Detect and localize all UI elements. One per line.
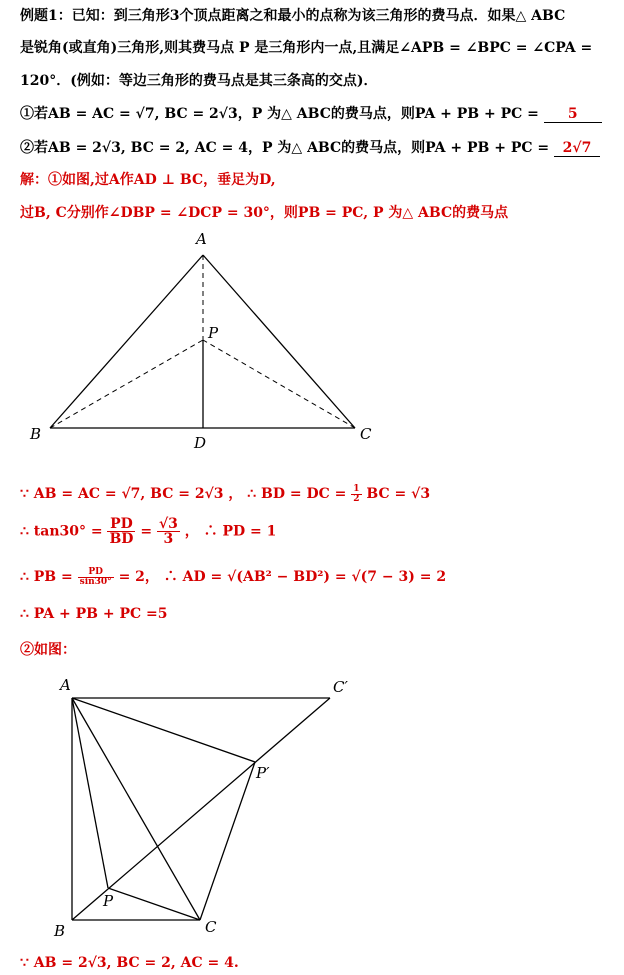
segment-bc-prime [72, 698, 330, 920]
segment-ap-prime [72, 698, 255, 762]
step-3-a: ∴ PB = [20, 569, 73, 585]
segment-bp [50, 340, 203, 428]
step-3 [20, 566, 446, 587]
step-1-b: BC = √3 [366, 486, 431, 502]
question-1-answer: 5 [544, 106, 602, 123]
step-4: ∴ PA + PB + PC =5 [20, 606, 168, 622]
segment-cp [203, 340, 355, 428]
label-b: B [54, 922, 66, 940]
step-2-frac2-num: √3 [158, 516, 178, 532]
label-p: P [103, 892, 114, 910]
step-3-fraction [78, 568, 114, 587]
final-line: ∵ AB = 2√3, BC = 2, AC = 4. [20, 955, 239, 971]
label-b: B [30, 425, 42, 443]
figure-2-triangle [0, 670, 624, 945]
step-1-frac-num: 1 [353, 483, 360, 494]
step-2-frac1-den: BD [109, 531, 134, 547]
question-1-text: ①若AB = AC = √7, BC = 2√3，P 为△ ABC的费马点，则PA + PB + PC = [20, 106, 539, 122]
label-p: P [208, 324, 219, 342]
step-2 [20, 517, 276, 546]
label-c: C [360, 425, 372, 443]
side-ab [50, 255, 203, 428]
step-3-b: = 2， ∴ AD = √(AB² − BD²) = √(7 − 3) = 2 [118, 569, 447, 585]
label-a: A [60, 676, 71, 694]
step-1-a: ∵ AB = AC = √7, BC = 2√3 ， ∴ BD = DC = [20, 486, 347, 502]
step-5: ②如图： [20, 642, 76, 658]
label-d: D [194, 434, 207, 452]
question-2-text: ②若AB = 2√3, BC = 2, AC = 4，P 为△ ABC的费马点，则PA + PB + PC = [20, 140, 550, 156]
step-2-a: ∴ tan30° = [20, 523, 103, 540]
step-2-fraction-1 [107, 517, 135, 546]
solution-line-2: 过B, C分别作∠DBP = ∠DCP = 30°，则PB = PC, P 为△ ABC的费马点 [20, 205, 509, 221]
label-p-prime: P′ [256, 764, 270, 782]
step-3-frac-num: PD [78, 568, 114, 578]
label-c: C [205, 918, 217, 936]
solution-line-1: 解：①如图,过A作AD ⊥ BC，垂足为D, [20, 172, 276, 188]
step-2-eq: = [140, 523, 153, 540]
segment-pc [108, 888, 200, 920]
step-2-fraction-2 [157, 517, 180, 546]
label-a: A [196, 230, 207, 248]
question-1 [20, 103, 602, 123]
side-ac [72, 698, 200, 920]
intro-line-1: 例题1：已知：到三角形3个顶点距离之和最小的点称为该三角形的费马点．如果△ ABC [20, 8, 566, 24]
label-c-prime: C′ [333, 678, 348, 696]
step-1-fraction [351, 485, 361, 504]
intro-line-3: 120°．(例如：等边三角形的费马点是其三条高的交点)． [20, 73, 378, 89]
step-1-frac-den: 2 [353, 493, 360, 504]
segment-ap [72, 698, 108, 888]
figure-1-triangle [0, 225, 624, 455]
step-2-b: ， ∴ PD = 1 [184, 523, 277, 540]
step-3-frac-den: sin30° [79, 576, 112, 587]
question-2-answer: 2√7 [554, 140, 600, 157]
side-ac [203, 255, 355, 428]
step-2-frac1-num: PD [107, 517, 135, 532]
step-2-frac2-den: 3 [163, 531, 174, 547]
intro-line-2: 是锐角(或直角)三角形,则其费马点 P 是三角形内一点,且满足∠APB = ∠BPC = ∠CPA = [20, 40, 593, 56]
step-1 [20, 483, 430, 504]
question-2 [20, 137, 600, 157]
